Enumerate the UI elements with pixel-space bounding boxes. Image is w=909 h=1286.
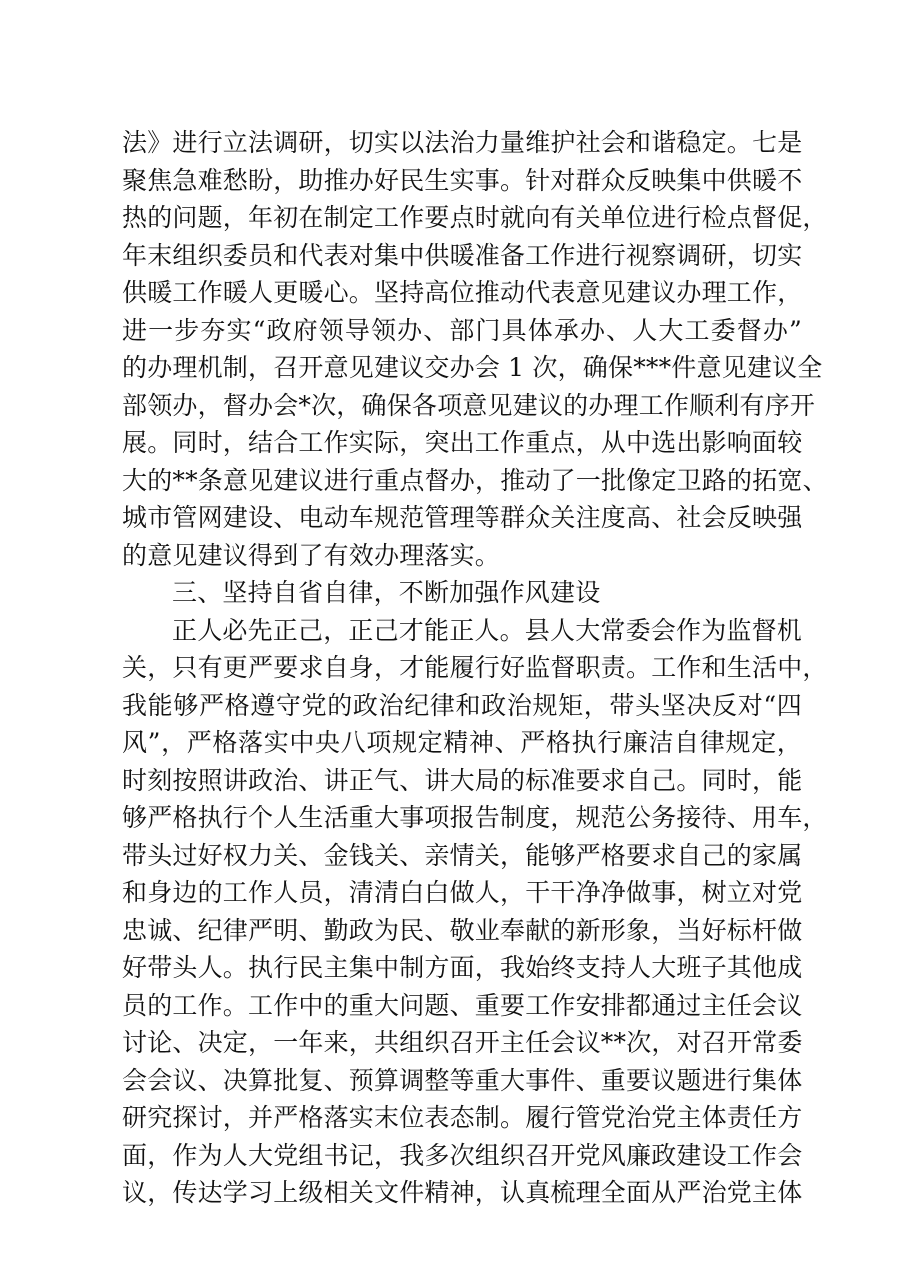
text-line: 风”，严格落实中央八项规定精神、严格执行廉洁自律规定，	[122, 728, 802, 757]
text-line: 的意见建议得到了有效办理落实。	[122, 540, 501, 570]
text-line: 的办理机制，召开意见建议交办会 1 次，确保***件意见建议全	[122, 353, 823, 382]
text-line: 部领办，督办会*次，确保各项意见建议的办理工作顺利有序开	[122, 390, 816, 420]
text-line: 法》进行立法调研，切实以法治力量维护社会和谐稳定。七是	[122, 128, 803, 157]
text-line: 研究探讨，并严格落实末位表态制。履行管党治党主体责任方	[122, 1103, 803, 1132]
section-heading: 三、坚持自省自律，不断加强作风建设	[172, 578, 601, 607]
text-line: 好带头人。执行民主集中制方面，我始终支持人大班子其他成	[122, 953, 803, 982]
text-line: 聚焦急难愁盼，助推办好民生实事。针对群众反映集中供暖不	[122, 165, 803, 195]
text-line: 议，传达学习上级相关文件精神，认真梳理全面从严治党主体	[122, 1178, 803, 1207]
text-line: 进一步夯实“政府领导领办、部门具体承办、人大工委督办”	[122, 315, 802, 345]
text-line: 忠诚、纪律严明、勤政为民、敬业奉献的新形象，当好标杆做	[122, 915, 803, 945]
text-line: 大的**条意见建议进行重点督办，推动了一批像定卫路的拓宽、	[122, 465, 828, 495]
text-line: 热的问题，年初在制定工作要点时就向有关单位进行检点督促，	[122, 203, 828, 232]
document-body	[122, 124, 828, 1212]
text-line: 员的工作。工作中的重大问题、重要工作安排都通过主任会议	[122, 990, 803, 1020]
text-line: 关，只有更严要求自身，才能履行好监督职责。工作和生活中，	[122, 653, 828, 682]
text-line: 供暖工作暖人更暖心。坚持高位推动代表意见建议办理工作，	[122, 278, 803, 307]
text-line: 城市管网建设、电动车规范管理等群众关注度高、社会反映强	[122, 503, 803, 532]
text-line: 讨论、决定，一年来，共组织召开主任会议**次，对召开常委	[122, 1028, 803, 1057]
text-line: 我能够严格遵守党的政治纪律和政治规矩，带头坚决反对“四	[122, 690, 802, 720]
text-line: 年末组织委员和代表对集中供暖准备工作进行视察调研，切实	[122, 240, 803, 270]
text-line: 和身边的工作人员，清清白白做人，干干净净做事，树立对党	[122, 878, 803, 907]
text-line: 够严格执行个人生活重大事项报告制度，规范公务接待、用车，	[122, 803, 828, 832]
text-line: 会会议、决算批复、预算调整等重大事件、重要议题进行集体	[122, 1065, 803, 1095]
text-line: 时刻按照讲政治、讲正气、讲大局的标准要求自己。同时，能	[122, 765, 803, 795]
text-line: 展。同时，结合工作实际，突出工作重点，从中选出影响面较	[122, 428, 803, 457]
text-line: 面，作为人大党组书记，我多次组织召开党风廉政建设工作会	[122, 1140, 803, 1170]
text-line: 带头过好权力关、金钱关、亲情关，能够严格要求自己的家属	[122, 840, 803, 870]
paragraph-first-line: 正人必先正己，正己才能正人。县人大常委会作为监督机	[172, 615, 803, 645]
